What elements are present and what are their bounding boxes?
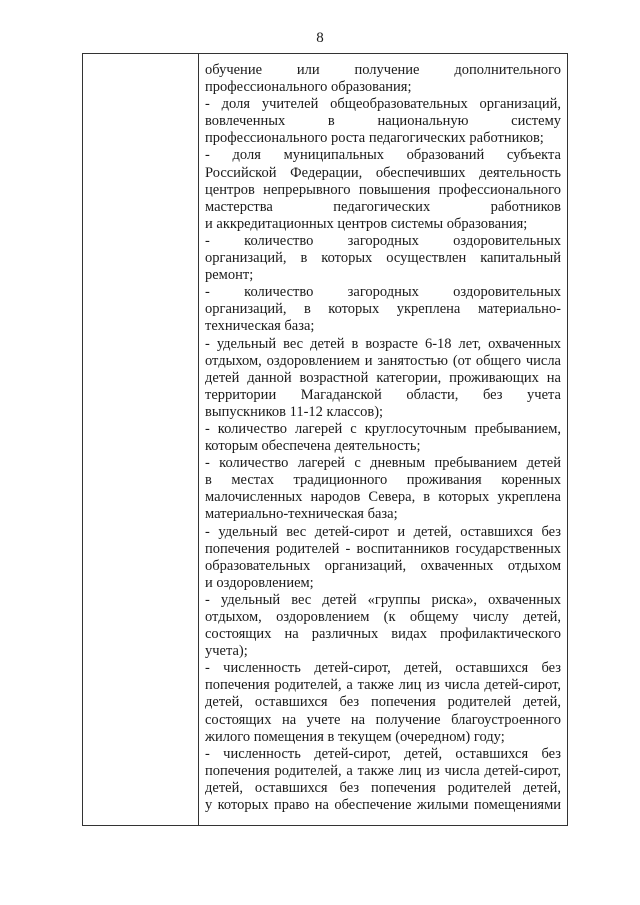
text-line: в местах традиционного проживания коренных [205, 472, 561, 489]
text-line: и аккредитационных центров системы образования; [205, 215, 528, 232]
text-line: профессионального роста педагогических работников; [205, 130, 544, 147]
text-line: попечения родителей - воспитанников государственных [205, 540, 561, 557]
text-line: - удельный вес детей в возрасте 6-18 лет, охваченных [205, 335, 561, 352]
text-line: организаций, в которых укреплена материально- [205, 301, 561, 318]
text-line: мастерства педагогических работников [205, 198, 561, 215]
text-line: отдыхом, оздоровлением и занятостью (от общего числа [205, 352, 561, 369]
text-line: организаций, в которых осуществлен капитальный [205, 250, 561, 267]
document-table [82, 53, 568, 826]
text-line: техническая база; [205, 318, 315, 335]
text-line: ремонт; [205, 267, 254, 284]
text-line: образовательных организаций, охваченных отдыхом [205, 557, 561, 574]
text-line: учета); [205, 643, 248, 660]
text-line: попечения родителей, а также лиц из числа детей-сирот, [205, 677, 561, 694]
text-line: профессионального образования; [205, 79, 412, 96]
table-text-column [199, 54, 567, 825]
text-line: которым обеспечена деятельность; [205, 438, 421, 455]
text-line: - количество загородных оздоровительных [205, 232, 561, 249]
text-line: - численность детей-сирот, детей, оставшихся без [205, 745, 561, 762]
text-line: жилого помещения в текущем (очередном) году; [205, 728, 505, 745]
table-left-column [83, 54, 199, 825]
text-line: состоящих на учете на получение благоустроенного [205, 711, 561, 728]
text-line: территории Магаданской области, без учета [205, 386, 561, 403]
text-line: и оздоровлением; [205, 574, 314, 591]
page-number: 8 [316, 30, 324, 46]
text-line: у которых право на обеспечение жилыми помещениями [205, 797, 561, 814]
text-line: малочисленных народов Севера, в которых укреплена [205, 489, 561, 506]
text-line: - количество лагерей с круглосуточным пребыванием, [205, 420, 561, 437]
text-line: - доля муниципальных образований субъекта [205, 147, 561, 164]
text-line: детей, оставшихся без попечения родителей детей, [205, 694, 561, 711]
text-line: обучение или получение дополнительного [205, 62, 561, 78]
text-line: детей, оставшихся без попечения родителей детей, [205, 779, 561, 796]
text-line: - удельный вес детей «группы риска», охваченных [205, 591, 561, 608]
text-line: - количество лагерей с дневным пребыванием детей [205, 455, 561, 472]
text-line: состоящих на различных видах профилактического [205, 626, 561, 643]
text-line: - численность детей-сирот, детей, оставшихся без [205, 660, 561, 677]
text-line: материально-техническая база; [205, 506, 398, 523]
text-line: центров непрерывного повышения профессионального [205, 181, 561, 198]
text-line: отдыхом, оздоровлением (к общему числу детей, [205, 609, 561, 625]
text-line: - доля учителей общеобразовательных организаций, [205, 96, 561, 113]
text-line: Российской Федерации, обеспечивших деятельность [205, 164, 561, 181]
text-line: попечения родителей, а также лиц из числа детей-сирот, [205, 762, 561, 779]
text-line: выпускников 11-12 классов); [205, 403, 384, 420]
text-line: - удельный вес детей-сирот и детей, оставшихся без [205, 523, 561, 540]
text-line: вовлеченных в национальную систему [205, 113, 561, 130]
text-line: детей данной возрастной категории, проживающих на [205, 369, 561, 386]
text-line: - количество загородных оздоровительных [205, 284, 561, 301]
